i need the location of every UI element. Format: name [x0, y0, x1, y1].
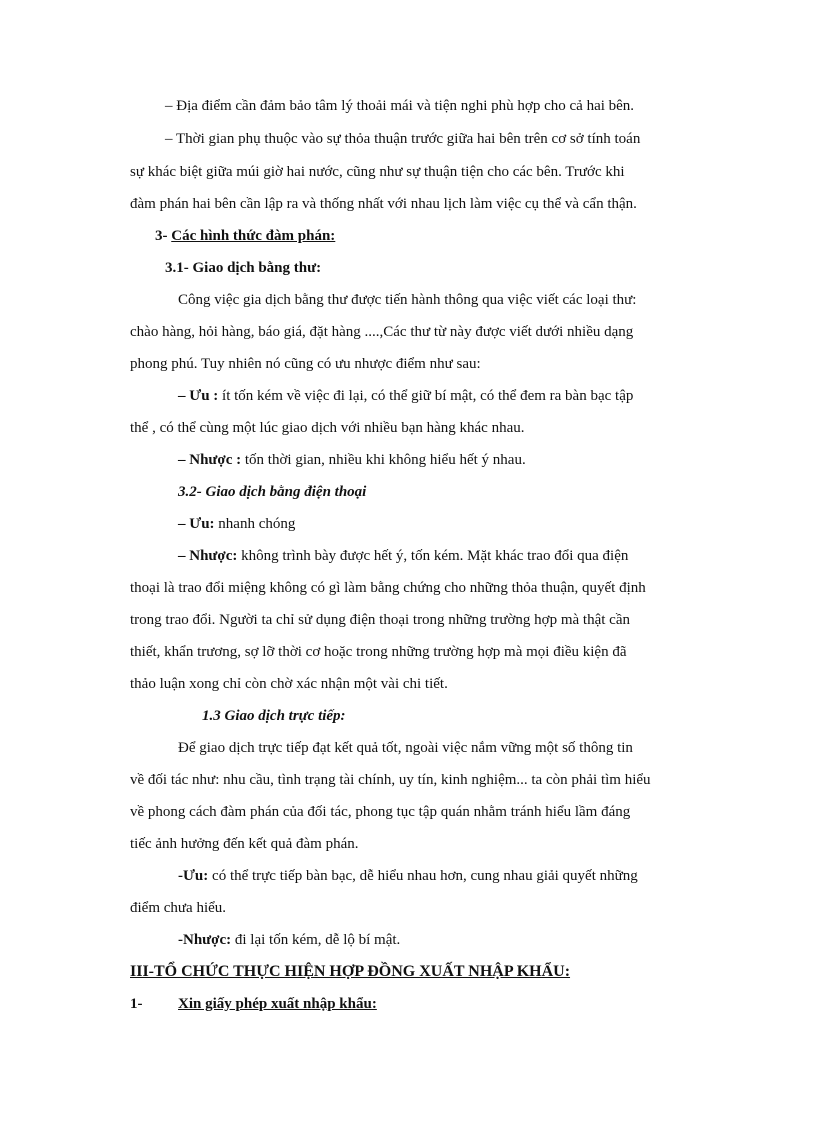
section-3-heading: 3- Các hình thức đàm phán:	[155, 228, 336, 244]
advantage-letter-line-1: – Ưu : ít tốn kém về việc đi lại, có thể giữ bí mật, có thể đem ra bàn bạc tập	[178, 388, 634, 404]
paragraph-time-line-3: đàm phán hai bên cần lập ra và thống nhất với nhau lịch làm việc cụ thể và cẩn thận.	[130, 196, 637, 212]
item-1-title: Xin giấy phép xuất nhập khẩu:	[178, 996, 377, 1012]
paragraph-time-line-1: – Thời gian phụ thuộc vào sự thỏa thuận trước giữa hai bên trên cơ sở tính toán	[165, 131, 641, 147]
section-iii-heading: III-TỔ CHỨC THỰC HIỆN HỢP ĐỒNG XUẤT NHẬP KHẨU:	[130, 963, 571, 980]
paragraph-letter-line-3: phong phú. Tuy nhiên nó cũng có ưu nhược điểm như sau:	[130, 356, 481, 372]
advantage-direct-line-2: điểm chưa hiểu.	[130, 900, 227, 916]
section-3-2-heading: 3.2- Giao dịch bằng điện thoại	[178, 484, 367, 500]
paragraph-letter-line-2: chào hàng, hỏi hàng, báo giá, đặt hàng ....,Các thư từ này được viết dưới nhiều dạng	[130, 324, 634, 340]
disadvantage-phone-line-5: thảo luận xong chỉ còn chờ xác nhận một vài chi tiết.	[130, 676, 448, 692]
section-1-3-heading: 1.3 Giao dịch trực tiếp:	[202, 708, 346, 724]
advantage-letter-line-2: thể , có thể cùng một lúc giao dịch với nhiều bạn hàng khác nhau.	[130, 420, 525, 436]
paragraph-letter-line-1: Công việc gia dịch bằng thư được tiến hành thông qua việc viết các loại thư:	[178, 292, 637, 308]
section-3-1-heading: 3.1- Giao dịch bằng thư:	[165, 260, 322, 276]
disadvantage-phone-line-3: trong trao đổi. Người ta chỉ sử dụng điện thoại trong những trường hợp mà thật cần	[130, 612, 630, 628]
disadvantage-letter: – Nhược : tốn thời gian, nhiều khi không hiểu hết ý nhau.	[178, 452, 526, 468]
advantage-direct-line-1: -Ưu: có thể trực tiếp bàn bạc, dễ hiểu nhau hơn, cung nhau giải quyết những	[178, 868, 638, 884]
disadvantage-phone-line-4: thiết, khẩn trương, sợ lỡ thời cơ hoặc trong những trường hợp mà mọi điều kiện đã	[130, 644, 627, 660]
disadvantage-direct: -Nhược: đi lại tốn kém, dễ lộ bí mật.	[178, 932, 401, 948]
disadvantage-phone-line-1: – Nhược: không trình bày được hết ý, tốn kém. Mặt khác trao đổi qua điện	[178, 548, 629, 564]
paragraph-time-line-2: sự khác biệt giữa múi giờ hai nước, cũng như sự thuận tiện cho các bên. Trước khi	[130, 164, 625, 180]
disadvantage-phone-line-2: thoại là trao đổi miệng không có gì làm bằng chứng cho những thỏa thuận, quyết định	[130, 580, 646, 596]
paragraph-location: – Địa điểm cần đảm bảo tâm lý thoải mái và tiện nghi phù hợp cho cả hai bên.	[165, 98, 635, 114]
item-1-number: 1-	[130, 996, 143, 1012]
paragraph-direct-line-4: tiếc ảnh hưởng đến kết quả đàm phán.	[130, 836, 359, 852]
paragraph-direct-line-2: về đối tác như: nhu cầu, tình trạng tài chính, uy tín, kinh nghiệm... ta còn phải tìm hiểu	[130, 772, 651, 788]
paragraph-direct-line-1: Để giao dịch trực tiếp đạt kết quả tốt, ngoài việc nắm vững một số thông tin	[178, 740, 633, 756]
paragraph-direct-line-3: về phong cách đàm phán của đối tác, phong tục tập quán nhằm tránh hiểu lầm đáng	[130, 804, 631, 820]
advantage-phone: – Ưu: nhanh chóng	[178, 516, 296, 532]
